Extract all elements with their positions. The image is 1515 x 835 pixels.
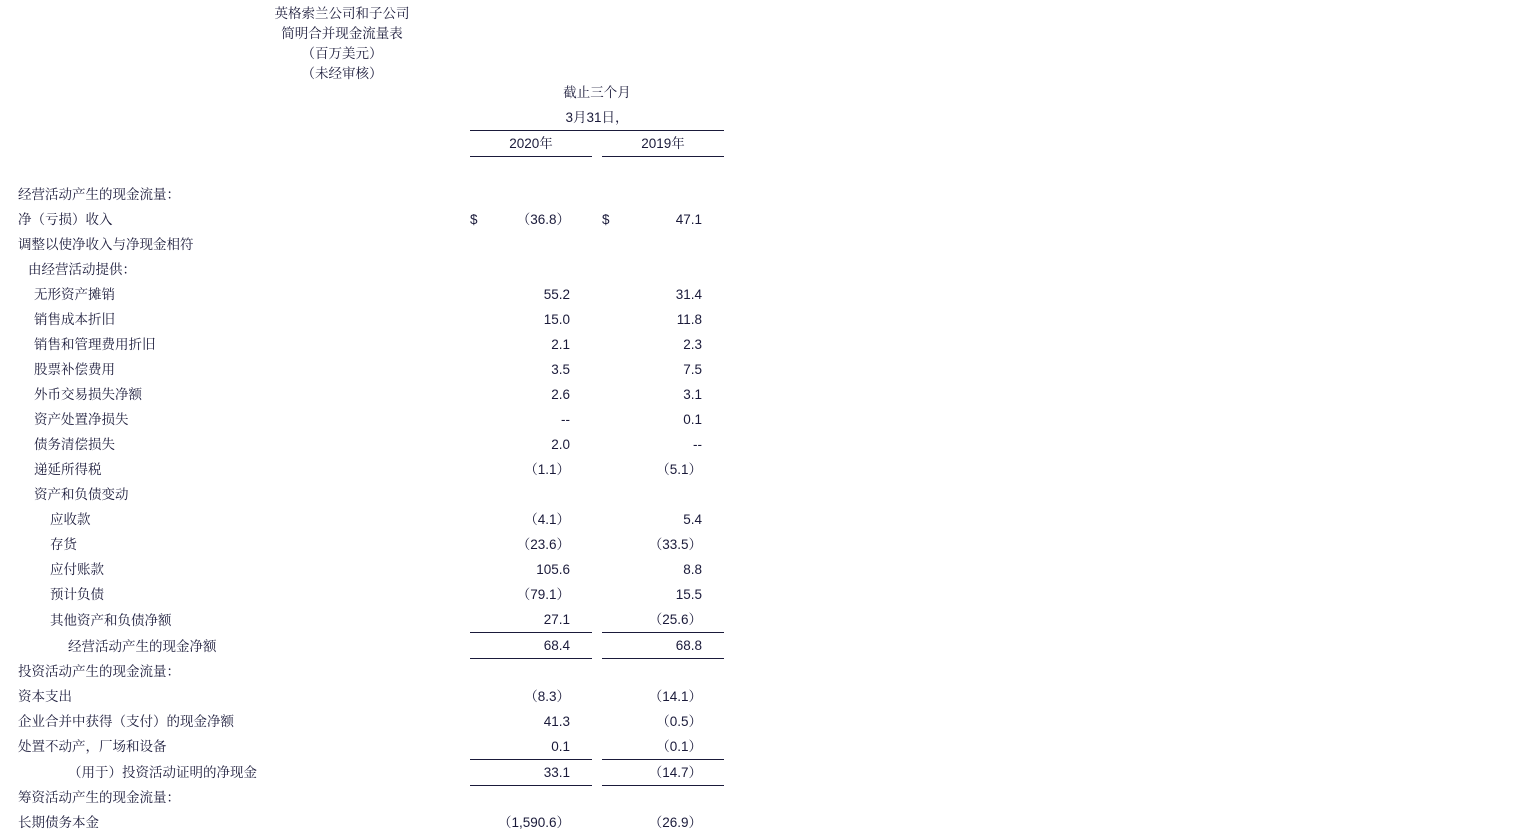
row-label: 预计负债 <box>50 587 104 602</box>
value-2020: 105.6 <box>536 562 570 577</box>
header-period-line2: 3月31日， <box>470 105 724 131</box>
table-row-total <box>0 633 724 659</box>
table-row <box>0 432 724 457</box>
title-line-company: 英格索兰公司和子公司 <box>274 6 410 21</box>
currency-blank-2020 <box>470 457 492 482</box>
currency-blank-2019 <box>602 332 624 357</box>
col-gap <box>592 407 602 432</box>
header-blank <box>0 80 470 105</box>
spacer-row <box>0 157 724 183</box>
paren-pad-2020 <box>572 557 592 582</box>
currency-blank-2020 <box>470 709 492 734</box>
col-gap <box>592 582 602 607</box>
row-label: 应收款 <box>50 512 91 527</box>
value-2019: 0.1 <box>683 412 702 427</box>
table-row <box>0 709 724 734</box>
col-gap <box>592 282 602 307</box>
value-2019: 5.4 <box>683 512 702 527</box>
table-row <box>0 282 724 307</box>
paren-pad-2019 <box>704 207 724 232</box>
paren-pad-2019 <box>704 407 724 432</box>
section-label-financing: 筹资活动产生的现金流量： <box>18 790 180 805</box>
header-year-2019: 2019年 <box>602 131 724 157</box>
paren-pad-2019 <box>704 357 724 382</box>
paren-pad-2019 <box>704 734 724 760</box>
currency-blank-2019 <box>602 557 624 582</box>
paren-pad-2020 <box>572 407 592 432</box>
statement-title <box>0 4 684 84</box>
table-row <box>0 684 724 709</box>
col-gap <box>592 810 602 835</box>
currency-blank-2020 <box>470 332 492 357</box>
row-label: 销售成本折旧 <box>34 312 115 327</box>
value-2020: 33.1 <box>492 759 572 785</box>
paren-pad-2020 <box>572 282 592 307</box>
value-2020: 55.2 <box>543 287 570 302</box>
row-label: 债务清偿损失 <box>34 437 115 452</box>
value-2020: 0.1 <box>492 734 572 760</box>
row-label: 应付账款 <box>50 562 104 577</box>
table-row <box>0 734 724 760</box>
value-2019: 15.5 <box>675 587 702 602</box>
paren-pad-2019 <box>704 282 724 307</box>
value-2019: （25.6） <box>624 607 704 633</box>
value-2019: 31.4 <box>675 287 702 302</box>
value-2019: 3.1 <box>683 387 702 402</box>
header-blank3 <box>0 131 470 157</box>
paren-pad-2019 <box>704 759 724 785</box>
paren-pad-2020 <box>572 357 592 382</box>
paren-pad-2020 <box>572 307 592 332</box>
currency-blank-2019 <box>602 582 624 607</box>
paren-pad-2019 <box>704 557 724 582</box>
paren-pad-2019 <box>704 810 724 835</box>
value-2019: -- <box>693 437 702 452</box>
value-2019: （14.1） <box>648 688 702 704</box>
paren-pad-2020 <box>572 457 592 482</box>
paren-pad-2019 <box>704 307 724 332</box>
paren-pad-2020 <box>572 432 592 457</box>
value-2020: （1,590.6） <box>497 815 570 830</box>
section-blank-investing <box>470 659 724 684</box>
table-row-total <box>0 759 724 785</box>
header-year-gap <box>592 131 602 157</box>
row-label: 净（亏损）收入 <box>18 212 113 227</box>
paren-pad-2019 <box>704 432 724 457</box>
table-row <box>0 382 724 407</box>
table-row <box>0 582 724 607</box>
table-row <box>0 457 724 482</box>
value-2019: 7.5 <box>683 362 702 377</box>
value-2020: （79.1） <box>516 587 570 602</box>
value-2020: （23.6） <box>516 537 570 552</box>
table-row <box>0 207 724 232</box>
row-blank-adjustments <box>470 232 724 282</box>
currency-blank-2019 <box>602 382 624 407</box>
value-2020: 2.0 <box>551 437 570 452</box>
section-blank-financing <box>470 785 724 810</box>
currency-blank-2019 <box>602 759 624 785</box>
table-row <box>0 332 724 357</box>
section-blank-operating <box>470 182 724 207</box>
table-row <box>0 607 724 633</box>
table-row <box>0 532 724 557</box>
currency-blank-2020 <box>470 557 492 582</box>
row-label: 存货 <box>50 537 77 552</box>
table-row-subheader <box>0 482 724 507</box>
value-2019: （0.5） <box>656 713 702 729</box>
paren-pad-2019 <box>704 709 724 734</box>
row-label: 处置不动产，厂场和设备 <box>18 739 167 754</box>
title-line-units: （百万美元） <box>301 46 383 61</box>
value-2019: （0.1） <box>624 734 704 760</box>
value-2020: 3.5 <box>551 362 570 377</box>
row-label: 销售和管理费用折旧 <box>34 337 156 352</box>
title-line-audit: （未经审核） <box>301 66 383 81</box>
row-label: （用于）投资活动证明的净现金 <box>68 765 257 780</box>
col-gap <box>592 207 602 232</box>
currency-blank-2019 <box>602 407 624 432</box>
adjust-line1: 调整以使净收入与净现金相符 <box>18 237 194 252</box>
paren-pad-2020 <box>572 332 592 357</box>
row-label: 长期债务本金 <box>18 815 99 830</box>
header-row-years <box>0 131 724 157</box>
currency-blank-2019 <box>602 307 624 332</box>
currency-blank-2020 <box>470 582 492 607</box>
col-gap <box>592 633 602 659</box>
value-2020: 41.3 <box>543 713 570 729</box>
currency-blank-2020 <box>470 607 492 633</box>
paren-pad-2019 <box>704 633 724 659</box>
paren-pad-2020 <box>572 709 592 734</box>
currency-symbol-2019: $ <box>602 212 610 227</box>
table-row <box>0 357 724 382</box>
value-2019: 2.3 <box>683 337 702 352</box>
row-label: 经营活动产生的现金净额 <box>68 638 217 654</box>
row-label: 企业合并中获得（支付）的现金净额 <box>18 713 234 729</box>
col-gap <box>592 357 602 382</box>
value-2020: （8.3） <box>524 688 570 704</box>
value-2019: （14.7） <box>624 759 704 785</box>
header-row-date <box>0 105 724 131</box>
table-row-subheader <box>0 232 724 282</box>
value-2019: 47.1 <box>675 212 702 227</box>
paren-pad-2019 <box>704 332 724 357</box>
section-header-investing <box>0 659 724 684</box>
currency-blank-2020 <box>470 507 492 532</box>
currency-blank-2019 <box>602 684 624 709</box>
col-gap <box>592 684 602 709</box>
value-2019: （33.5） <box>648 537 702 552</box>
currency-symbol-2020: $ <box>470 212 478 227</box>
col-gap <box>592 734 602 760</box>
col-gap <box>592 457 602 482</box>
row-label-changes: 资产和负债变动 <box>34 487 129 502</box>
paren-pad-2019 <box>704 457 724 482</box>
col-gap <box>592 557 602 582</box>
row-label: 无形资产摊销 <box>34 287 115 302</box>
header-year-2020: 2020年 <box>470 131 592 157</box>
value-2019: 68.8 <box>624 633 704 659</box>
value-2020: （36.8） <box>516 212 570 227</box>
currency-blank-2020 <box>470 307 492 332</box>
row-label: 股票补偿费用 <box>34 362 115 377</box>
value-2020: 27.1 <box>492 607 572 633</box>
header-row-period <box>0 80 724 105</box>
row-label: 外币交易损失净额 <box>34 387 142 402</box>
paren-pad-2020 <box>572 684 592 709</box>
value-2020: （1.1） <box>524 462 570 477</box>
value-2020: 2.1 <box>551 337 570 352</box>
paren-pad-2020 <box>572 532 592 557</box>
paren-pad-2019 <box>704 532 724 557</box>
section-header-operating <box>0 182 724 207</box>
value-2019: 8.8 <box>683 562 702 577</box>
section-label-investing: 投资活动产生的现金流量： <box>18 663 180 679</box>
value-2020: （4.1） <box>524 512 570 527</box>
currency-blank-2020 <box>470 810 492 835</box>
paren-pad-2020 <box>572 582 592 607</box>
paren-pad-2020 <box>572 207 592 232</box>
col-gap <box>592 307 602 332</box>
paren-pad-2020 <box>572 734 592 760</box>
currency-blank-2019 <box>602 282 624 307</box>
col-gap <box>592 607 602 633</box>
section-label-operating: 经营活动产生的现金流量： <box>18 187 180 202</box>
currency-blank-2020 <box>470 357 492 382</box>
title-line-statement: 简明合并现金流量表 <box>281 26 403 41</box>
currency-blank-2019 <box>602 457 624 482</box>
header-period-line1: 截止三个月 <box>563 85 631 100</box>
row-label: 其他资产和负债净额 <box>50 612 172 628</box>
currency-blank-2019 <box>602 709 624 734</box>
currency-blank-2020 <box>470 759 492 785</box>
paren-pad-2019 <box>704 382 724 407</box>
col-gap <box>592 709 602 734</box>
col-gap <box>592 432 602 457</box>
value-2020: -- <box>561 412 570 427</box>
currency-blank-2019 <box>602 432 624 457</box>
row-label-adjustments <box>0 232 470 282</box>
row-blank-changes <box>470 482 724 507</box>
table-row <box>0 507 724 532</box>
paren-pad-2020 <box>572 633 592 659</box>
currency-blank-2019 <box>602 357 624 382</box>
col-gap <box>592 532 602 557</box>
currency-blank-2019 <box>602 810 624 835</box>
value-2020: 15.0 <box>543 312 570 327</box>
value-2019: （5.1） <box>656 462 702 477</box>
paren-pad-2019 <box>704 507 724 532</box>
paren-pad-2020 <box>572 810 592 835</box>
table-row <box>0 557 724 582</box>
col-gap <box>592 332 602 357</box>
paren-pad-2020 <box>572 759 592 785</box>
col-gap <box>592 759 602 785</box>
section-header-financing <box>0 785 724 810</box>
currency-blank-2019 <box>602 532 624 557</box>
paren-pad-2019 <box>704 582 724 607</box>
paren-pad-2020 <box>572 607 592 633</box>
adjust-line2: 由经营活动提供： <box>28 262 136 277</box>
paren-pad-2020 <box>572 507 592 532</box>
row-label: 递延所得税 <box>34 462 102 477</box>
value-2020: 68.4 <box>492 633 572 659</box>
spacer-cell <box>0 157 724 183</box>
value-2020: 2.6 <box>551 387 570 402</box>
col-gap <box>592 382 602 407</box>
col-gap <box>592 507 602 532</box>
paren-pad-2019 <box>704 607 724 633</box>
table-row <box>0 407 724 432</box>
currency-blank-2020 <box>470 734 492 760</box>
currency-blank-2020 <box>470 282 492 307</box>
table-row <box>0 307 724 332</box>
currency-blank-2019 <box>602 633 624 659</box>
currency-blank-2019 <box>602 507 624 532</box>
value-2019: 11.8 <box>676 312 702 327</box>
table-row <box>0 810 724 835</box>
row-label: 资本支出 <box>18 688 72 704</box>
currency-blank-2019 <box>602 607 624 633</box>
paren-pad-2020 <box>572 382 592 407</box>
row-label: 资产处置净损失 <box>34 412 129 427</box>
value-2019: （26.9） <box>648 815 702 830</box>
currency-blank-2020 <box>470 407 492 432</box>
currency-blank-2020 <box>470 532 492 557</box>
header-blank2 <box>0 105 470 131</box>
paren-pad-2019 <box>704 684 724 709</box>
currency-blank-2020 <box>470 382 492 407</box>
currency-blank-2020 <box>470 633 492 659</box>
currency-blank-2020 <box>470 684 492 709</box>
currency-blank-2019 <box>602 734 624 760</box>
cash-flow-table <box>0 80 724 835</box>
currency-blank-2020 <box>470 432 492 457</box>
